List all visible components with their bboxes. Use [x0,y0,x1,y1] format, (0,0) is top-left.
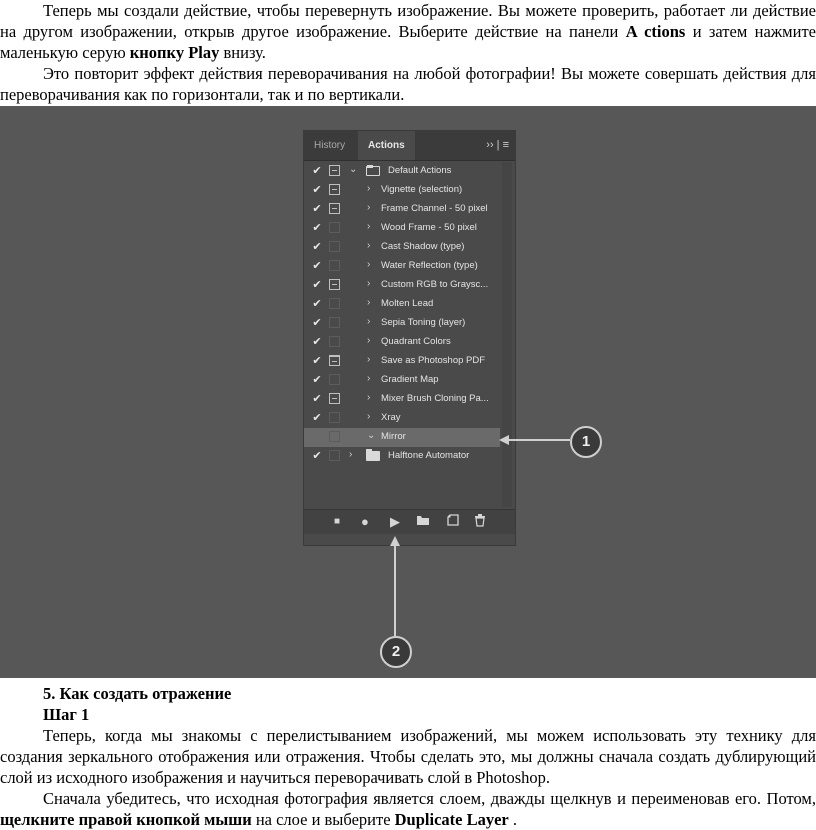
paragraph-repeat: Это повторит эффект действия переворачивания на любой фотографии! Вы можете совершать действия для переворачивания как по горизонтали, так и по вертикали. [0,64,816,104]
action-label: Frame Channel - 50 pixel [381,203,488,214]
action-row[interactable] [304,314,500,333]
dialog-toggle-icon[interactable] [329,241,340,252]
action-label: Mixer Brush Cloning Pa... [381,393,489,404]
record-icon[interactable]: ● [361,514,369,529]
dialog-toggle-icon[interactable] [329,260,340,271]
action-set-label: Halftone Automator [388,450,470,461]
check-icon[interactable]: ✔ [312,165,322,177]
scrollbar[interactable] [502,162,512,507]
check-icon[interactable]: ✔ [312,317,322,329]
action-row[interactable] [304,409,500,428]
play-icon[interactable]: ▶ [390,514,400,529]
dialog-toggle-icon[interactable] [329,203,340,214]
bold-duplicate-layer: Duplicate Layer [394,810,509,829]
action-label: Wood Frame - 50 pixel [381,222,477,233]
bold-play: кнопку Play [129,43,220,62]
action-row[interactable] [304,181,500,200]
dialog-toggle-icon[interactable] [329,431,340,442]
folder-icon [366,166,380,176]
tab-history[interactable]: History [314,140,346,151]
action-row[interactable] [304,219,500,238]
new-action-icon[interactable] [447,514,459,529]
dialog-toggle-icon[interactable] [329,184,340,195]
actions-panel [303,130,516,546]
check-icon[interactable]: ✔ [312,412,322,424]
action-row[interactable] [304,352,500,371]
chevron-right-icon[interactable]: › [367,411,371,422]
bold-right-click: щелкните правой кнопкой мыши [0,810,252,829]
dialog-toggle-icon[interactable] [329,298,340,309]
text-run: Теперь мы создали действие, чтобы перевернуть изображение. Вы можете проверить, работает ли действие на другом изображении, открыв другое изображение. Выберите действие на панели [0,1,816,41]
callout-line [394,546,396,637]
chevron-right-icon[interactable]: › [367,183,371,194]
photoshop-screenshot [0,106,816,678]
check-icon[interactable]: ✔ [312,298,322,310]
check-icon[interactable]: ✔ [312,355,322,367]
dialog-toggle-icon[interactable] [329,412,340,423]
chevron-down-icon[interactable]: ⌄ [367,430,376,441]
chevron-right-icon[interactable]: › [367,221,371,232]
action-row-mirror-selected[interactable] [304,428,500,447]
paragraph-intro [0,0,816,63]
stop-icon[interactable]: ■ [334,516,341,527]
chevron-right-icon[interactable]: › [349,449,353,460]
callout-badge-1: 1 [570,426,602,458]
trash-icon[interactable] [474,514,486,530]
action-label: Xray [381,412,401,423]
step-heading: Шаг 1 [43,705,90,724]
action-label: Water Reflection (type) [381,260,478,271]
action-row[interactable] [304,276,500,295]
chevron-right-icon[interactable]: › [367,335,371,346]
chevron-right-icon[interactable]: › [367,392,371,403]
paragraph-duplicate [0,788,816,830]
check-icon[interactable]: ✔ [312,184,322,196]
chevron-right-icon[interactable]: › [367,202,371,213]
dialog-toggle-icon[interactable] [329,279,340,290]
dialog-toggle-icon[interactable] [329,165,340,176]
chevron-right-icon[interactable]: › [367,373,371,384]
chevron-right-icon[interactable]: › [367,278,371,289]
action-row[interactable] [304,238,500,257]
bold-actions: A ctions [625,22,686,41]
panel-toolbar [304,509,515,534]
action-label: Quadrant Colors [381,336,451,347]
section-heading: 5. Как создать отражение [43,684,232,703]
check-icon[interactable]: ✔ [312,203,322,215]
chevron-right-icon[interactable]: › [367,259,371,270]
dialog-toggle-icon[interactable] [329,222,340,233]
check-icon[interactable]: ✔ [312,279,322,291]
paragraph-reflection: Теперь, когда мы знакомы с перелистыванием изображений, мы можем использовать эту технику для создания зеркального отображения или отражения. Чтобы сделать это, мы должны сначала создать дублирующий слой из исходного изображения и научиться переворачивать слой в Photoshop. [0,726,816,787]
text-run: внизу. [219,43,266,62]
folder-icon [366,451,380,461]
action-row[interactable] [304,257,500,276]
action-label: Vignette (selection) [381,184,463,195]
check-icon[interactable]: ✔ [312,260,322,272]
text-run: на слое и выберите [251,810,395,829]
chevron-right-icon[interactable]: › [367,316,371,327]
check-icon[interactable]: ✔ [312,222,322,234]
new-set-folder-icon[interactable] [416,514,430,529]
callout-line [508,439,570,441]
dialog-toggle-icon[interactable] [329,355,340,366]
action-label: Gradient Map [381,374,439,385]
action-label: Cast Shadow (type) [381,241,465,252]
callout-badge-2: 2 [380,636,412,668]
panel-menu-icon[interactable]: ›› | ≡ [486,139,509,151]
dialog-toggle-icon[interactable] [329,374,340,385]
callout-arrowhead [390,536,400,546]
chevron-right-icon[interactable]: › [367,240,371,251]
chevron-right-icon[interactable]: › [367,297,371,308]
action-set-row[interactable] [304,162,500,181]
check-icon[interactable]: ✔ [312,374,322,386]
text-run: и затем нажмите маленькую серую [0,22,816,62]
action-row[interactable] [304,295,500,314]
check-icon[interactable]: ✔ [312,393,322,405]
dialog-toggle-icon[interactable] [329,393,340,404]
action-row[interactable] [304,390,500,409]
action-set-row[interactable] [304,447,500,466]
chevron-right-icon[interactable]: › [367,354,371,365]
callout-arrowhead [499,435,509,445]
check-icon[interactable]: ✔ [312,450,322,462]
action-label: Sepia Toning (layer) [381,317,466,328]
action-label: Save as Photoshop PDF [381,355,486,366]
action-row[interactable] [304,371,500,390]
action-label: Custom RGB to Graysc... [381,279,489,290]
text-run: Сначала убедитесь, что исходная фотография является слоем, дважды щелкнув и переименовав его. Потом, [43,789,816,808]
text-run: . [508,810,517,829]
dialog-toggle-icon[interactable] [329,317,340,328]
panel-tabs [304,131,515,161]
check-icon[interactable]: ✔ [312,336,322,348]
check-icon[interactable]: ✔ [312,241,322,253]
dialog-toggle-icon[interactable] [329,336,340,347]
chevron-down-icon[interactable]: ⌄ [349,164,358,175]
action-set-label: Default Actions [388,165,452,176]
dialog-toggle-icon[interactable] [329,450,340,461]
action-row[interactable] [304,333,500,352]
tab-actions[interactable]: Actions [358,131,415,160]
action-label: Molten Lead [381,298,434,309]
action-label: Mirror [381,431,406,442]
action-row[interactable] [304,200,500,219]
